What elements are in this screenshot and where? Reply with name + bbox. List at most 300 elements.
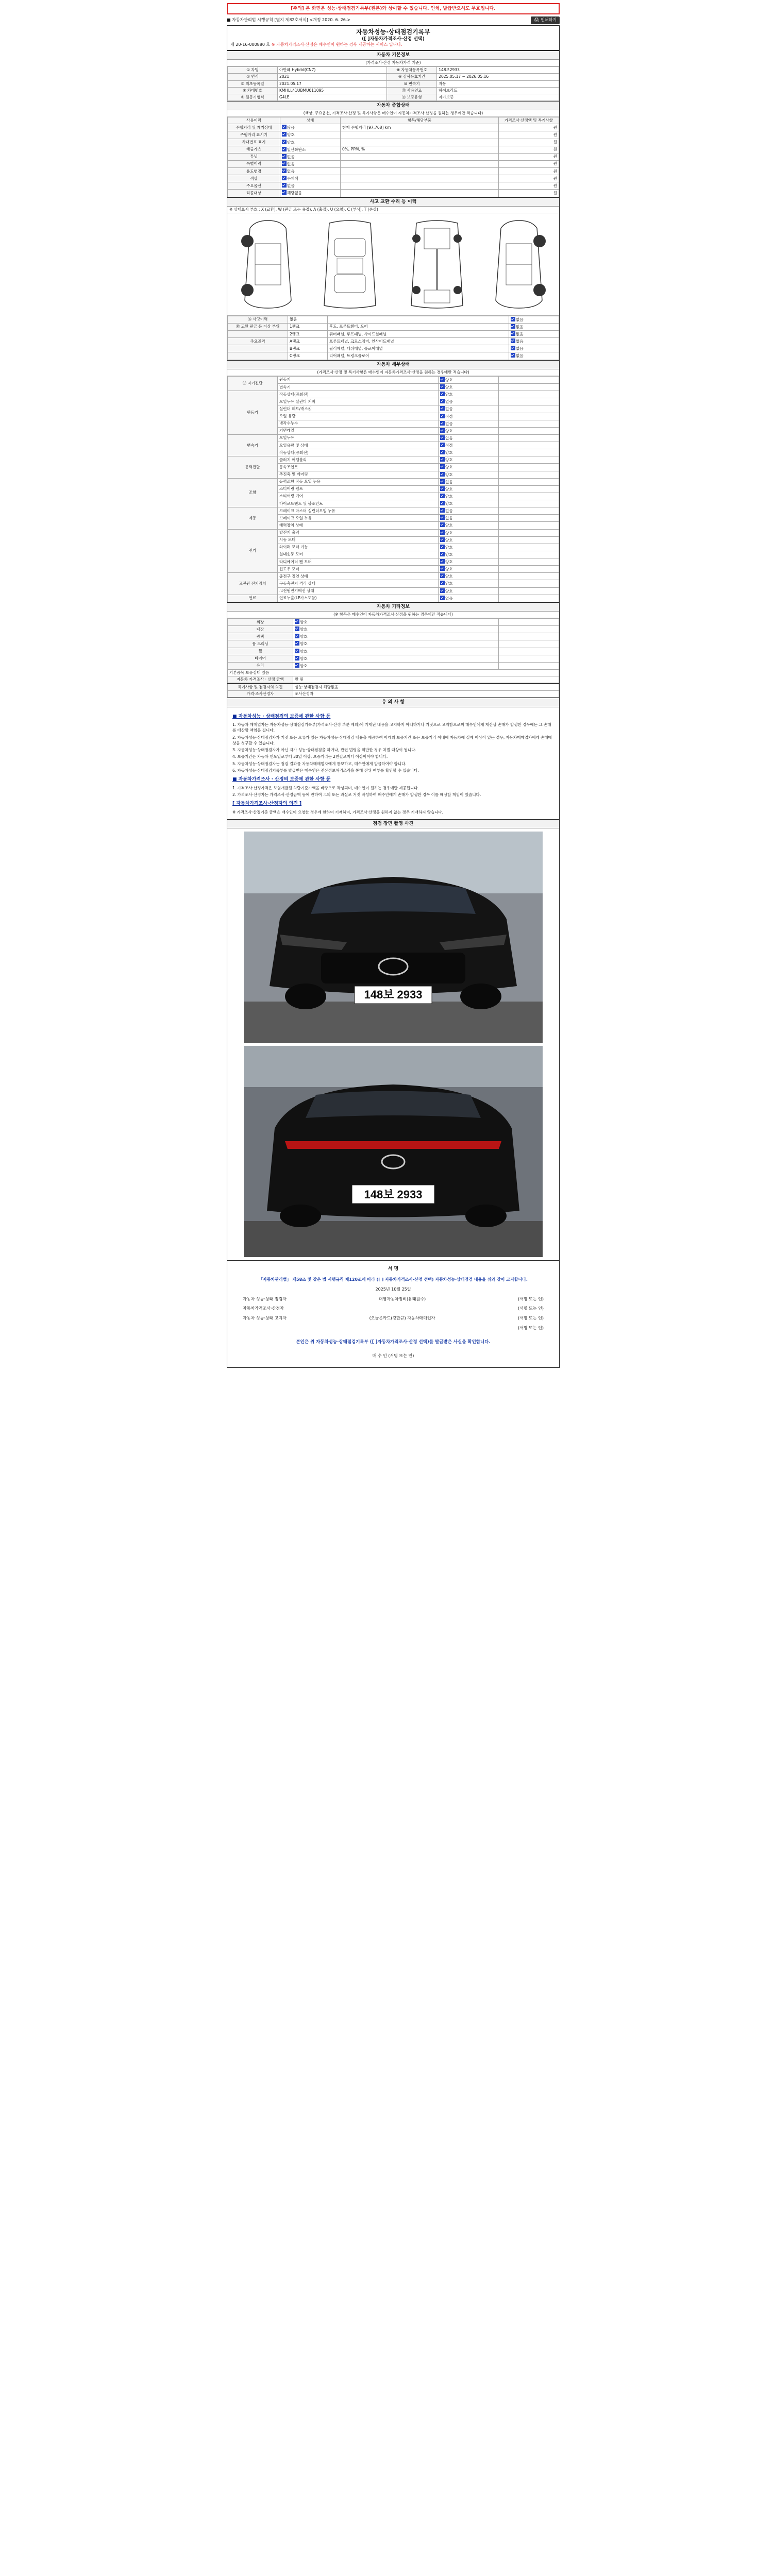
detail-state [439,420,499,427]
detail-row [228,522,559,529]
etc-label: 내장 [228,626,293,633]
accident-head: 사고 교환 수리 등 이력 [227,198,559,207]
car-side-right-icon [485,218,552,311]
accident-parts: 리어패널, 트렁크플로어 [328,352,509,360]
status-sub: (색상, 주요옵션, 가격조사·산정 및 특기사항은 매수인이 자동차가격조사·산정을 원하는 경우에만 적습니다) [227,110,559,117]
etc-state [293,648,499,655]
signature-date: 2025년 10월 25일 [375,1286,411,1292]
signature-section [227,1260,559,1367]
detail-state-label: 없음 [445,399,453,404]
status-state [280,182,341,190]
print-button[interactable]: 🖨 인쇄하기 [531,16,560,24]
detail-price [499,427,559,434]
detail-checkbox [440,494,445,498]
basic-value: 하이브리드 [437,87,559,94]
status-checkbox [282,183,287,188]
notes-paragraph-3: ※ 가격조사·산정기준 금액은 매수인이 요청한 경우에 한하여 기재하며, 가격조사·산정을 원하지 않는 경우 기재하지 않습니다. [232,809,444,815]
accident-parts: 후드, 프론트휀더, 도어 [328,323,509,330]
detail-state-label: 양호 [445,560,453,564]
detail-checkbox [440,377,445,382]
detail-row [228,391,559,398]
notes-section [227,698,559,819]
signature-head: 서 명 [388,1266,399,1272]
notes-head: 유 의 사 항 [227,698,559,707]
detail-state [439,449,499,456]
status-row [228,124,559,131]
accident-state-label: 없음 [516,317,524,322]
accident-rank: 없음 [288,316,328,323]
status-state-label: 무채색 [287,176,298,181]
accident-label: 주요골격 [228,338,288,345]
status-label: 주요옵션 [228,182,280,190]
detail-row [228,405,559,413]
detail-item: 커먼레일 [278,427,439,434]
detail-state-label: 양호 [445,574,453,579]
notes-paragraph: 6. 자동차성능·상태점검기록부를 발급받은 매수인은 전산정보처리조직을 통해 진위 여부를 확인할 수 있습니다. [232,768,419,773]
form-reference: ■ 자동차관리법 시행규칙 [별지 제82호서식] <개정 2020. 6. 26.> [227,18,351,23]
etc-price [499,662,559,669]
detail-state [439,522,499,529]
signature-cell: (서명 또는 인) [518,1326,544,1331]
detail-price [499,515,559,522]
etc-state-label: 양호 [300,620,308,625]
status-section [227,101,559,197]
etc-checkbox [295,619,299,624]
accident-label: ⑯ 교환 판금 등 이상 부위 [228,323,288,330]
status-state-label: 해당없음 [287,191,302,196]
status-price: 원 [499,175,559,182]
front-plate-text: 148보 2933 [364,988,423,1001]
status-col-header: 가격조사·산정액 및 특기사항 [499,117,559,124]
detail-state [439,405,499,413]
special-value-2: 조사산정자 [293,691,559,698]
detail-checkbox [440,552,445,556]
detail-price [499,507,559,515]
detail-group: 원동기 [228,391,278,435]
basic-info-section [227,50,559,101]
detail-state [439,442,499,449]
detail-state-label: 양호 [445,581,453,586]
accident-parts [328,316,509,323]
detail-state-label: 없음 [445,435,453,440]
notes-paragraph: 2. 자동차성능·상태점검자가 거짓 또는 오류가 있는 자동차성능·상태점검 내용을 제공하여 아래의 보증기간 또는 보증거리 이내에 자동차에 실제 이상이 있는 경우, 자동차매매업자에게 손해배상을 청구할 수 있습니다. [232,735,552,745]
detail-state [439,471,499,478]
accident-row [228,345,559,352]
detail-state-label: 양호 [445,377,453,382]
detail-item: 라디에이터 팬 모터 [278,558,439,566]
detail-checkbox [440,450,445,454]
signature-cell: 자동차 성능·상태 점검자 [243,1296,287,1301]
detail-state [439,427,499,434]
etc-checkbox [295,634,299,638]
detail-row [228,485,559,493]
signature-cell: (오늘은카드(강한규) 자동차매매업자 [369,1316,435,1321]
basic-value: KMHLL41UBMU011095 [278,87,387,94]
detail-checkbox [440,472,445,477]
detail-state [439,376,499,383]
basic-label: ⑧ 자동차등록번호 [387,67,437,74]
detail-price [499,493,559,500]
status-state-label: 없음 [287,154,295,159]
detail-state [439,464,499,471]
etc-checkbox [295,649,299,653]
status-state [280,175,341,182]
signature-cell: (서명 또는 인) [518,1296,544,1301]
detail-row [228,478,559,485]
detail-checkbox [440,384,445,389]
detail-row [228,471,559,478]
detail-checkbox [440,406,445,411]
detail-row [228,558,559,566]
status-price: 원 [499,182,559,190]
status-state [280,139,341,146]
status-state-label: 양호 [287,140,295,145]
etc-table [227,618,559,683]
doc-subtitle: ([ ]자동차가격조사·산정 선택) [362,37,425,42]
etc-state [293,626,499,633]
detail-row [228,536,559,544]
etc-row [228,626,559,633]
status-item: 현재 주행거리 [97,768] km [341,124,499,131]
status-state-label: 양호 [287,132,295,138]
etc-label: 유리 [228,662,293,669]
detail-state-label: 양호 [445,472,453,477]
detail-row [228,456,559,464]
doc-number: 제 20-16-000880 호 [230,42,271,47]
status-row [228,168,559,175]
detail-checkbox [440,566,445,571]
status-item [341,131,499,139]
accident-state-label: 없음 [516,346,524,351]
status-checkbox [282,132,287,137]
status-state-label: 없음 [287,169,295,174]
detail-price [499,376,559,383]
detail-row [228,420,559,427]
basic-label: ② 연식 [228,74,278,80]
status-price: 원 [499,124,559,131]
accident-row [228,316,559,323]
detail-item: 스티어링 펌프 [278,485,439,493]
etc-sub: (※ 항목은 매수인이 자동차가격조사·산정을 원하는 경우에만 적습니다) [227,612,559,618]
basic-value: 아반떼 Hybrid(CN7) [278,67,387,74]
detail-item: 연료누출(LP가스포함) [278,595,439,602]
etc-state-label: 양호 [300,641,308,647]
status-state-label: 많음 [287,125,295,130]
detail-state-label: 양호 [445,428,453,433]
basic-label: ⑪ 사용연료 [387,87,437,94]
detail-state-label: 양호 [445,486,453,492]
detail-checkbox [440,559,445,564]
detail-price [499,434,559,442]
special-label-2: 가격·조사산정자 [228,691,293,698]
status-row [228,131,559,139]
status-state-label: 없음 [287,161,295,166]
etc-row [228,633,559,640]
detail-price [499,456,559,464]
detail-state [439,536,499,544]
accident-note: ※ 상태표시 부호 : X (교환), W (판금 또는 용접), A (흠집), U (요철), C (부식), T (손상) [227,207,559,213]
detail-group: 고전원 전기장치 [228,573,278,595]
notes-paragraph: 2. 가격조사·산정자는 가격조사·산정금액 등에 관하여 고의 또는 과실로 거짓 작성하여 매수인에게 손해가 발생한 경우 이를 배상할 책임이 있습니다. [232,792,481,797]
special-value-1: 성능·상태점검자 해당없음 [293,684,559,691]
status-item [341,153,499,160]
status-item [341,139,499,146]
detail-price [499,529,559,536]
etc-checkbox [295,641,299,646]
detail-item: 브레이크 오일 누유 [278,515,439,522]
accident-rank: 2랭크 [288,331,328,338]
status-item [341,182,499,190]
detail-price [499,413,559,420]
accident-parts: 필러패널, 대쉬패널, 플로어패널 [328,345,509,352]
detail-state-label: 양호 [445,537,453,543]
detail-price [499,464,559,471]
notes-paragraph: 4. 보증기간은 자동차 인도일로부터 30일 이상, 보증거리는 2천킬로미터 이상이어야 합니다. [232,754,388,759]
status-row [228,175,559,182]
top-line [227,16,560,24]
notes-heading-2: ■ 자동차가격조사 · 산정의 보증에 관한 사항 등 [232,777,331,783]
basic-row [228,67,559,74]
status-item [341,160,499,167]
basic-value: 자가보증 [437,94,559,100]
status-price: 원 [499,146,559,153]
basic-info-head: 자동차 기본정보 [227,51,559,60]
status-checkbox [282,190,287,195]
car-top-icon [311,218,389,311]
detail-item: 등속조인트 [278,464,439,471]
detail-row [228,464,559,471]
detail-row [228,398,559,405]
print-label: 인쇄하기 [541,18,557,23]
accident-row [228,323,559,330]
detail-state [439,485,499,493]
car-bottom-icon [398,218,476,311]
detail-price [499,580,559,587]
accident-table [227,316,559,360]
detail-state-label: 없음 [445,406,453,412]
detail-price [499,398,559,405]
status-item [341,175,499,182]
detail-state-label: 양호 [445,545,453,550]
detail-checkbox [440,596,445,600]
detail-state [439,456,499,464]
status-row [228,182,559,190]
detail-item: 작동상태(공회전) [278,449,439,456]
detail-price [499,544,559,551]
etc-state-label: 양호 [300,656,308,661]
detail-state-label: 양호 [445,567,453,572]
notes-heading-1: ■ 자동차성능 · 상태점검의 보증에 관한 사항 등 [232,714,331,719]
detail-item: 브레이크 마스터 실린더오일 누유 [278,507,439,515]
notes-paragraph: 1. 자동차 매매업자는 자동차성능·상태점검기록부(가격조사·산정 부분 제외)에 기재된 내용을 고지하지 아니하거나 거짓으로 고지함으로써 매수인에게 재산상 손해가 발생한 경우에는 그 손해를 배상할 책임을 집니다. [232,722,551,733]
rear-plate-text: 148보 2933 [364,1188,423,1201]
status-col-header: 상태 [280,117,341,124]
status-row [228,146,559,153]
etc-price [499,640,559,648]
accident-state-label: 없음 [516,324,524,329]
etc-price [499,655,559,662]
detail-state-label: 양호 [445,457,453,463]
detail-checkbox [440,486,445,491]
status-item [341,168,499,175]
etc-head: 자동차 기타정보 [227,603,559,612]
document [227,0,560,1368]
etc-state [293,619,499,626]
detail-item: 구동축전지 격리 상태 [278,580,439,587]
detail-state [439,398,499,405]
detail-item: 오일누유 실린더 커버 [278,398,439,405]
status-state [280,190,341,197]
detail-state-label: 없음 [445,421,453,426]
status-checkbox [282,125,287,129]
detail-item: 스티어링 기어 [278,493,439,500]
detail-state [439,551,499,558]
notes-heading-3: [ 자동차가격조사·산정자의 의견 ] [232,801,302,807]
detail-state-label: 양호 [445,494,453,499]
accident-label [228,331,288,338]
detail-group: 연료 [228,595,278,602]
basic-label: ⑫ 보증유형 [387,94,437,100]
accident-rank: C랭크 [288,352,328,360]
status-state-label: 일산화탄소 [287,147,306,152]
status-checkbox [282,176,287,180]
accident-checkbox [511,338,515,343]
accident-parts: 쿼터패널, 루프패널, 사이드실패널 [328,331,509,338]
etc-row [228,655,559,662]
etc-checkbox [295,626,299,631]
etc-state-label: 양호 [300,663,308,668]
status-label: 배출가스 [228,146,280,153]
detail-checkbox [440,573,445,578]
details-section [227,360,559,602]
accident-state-label: 없음 [516,353,524,359]
photos-section [227,819,559,1257]
detail-checkbox [440,581,445,585]
detail-row [228,376,559,383]
detail-price [499,420,559,427]
details-sub: (가격조사·산정 및 특기사항은 매수인이 자동차가격조사·산정을 원하는 경우에만 적습니다) [227,369,559,376]
status-price: 원 [499,168,559,175]
detail-item: 고전원전기배선 상태 [278,587,439,595]
detail-group: 동력전달 [228,456,278,478]
detail-price [499,405,559,413]
detail-state [439,515,499,522]
detail-checkbox [440,435,445,440]
signature-cell: 자동차가격조사·산정자 [243,1306,284,1311]
accident-rank: B랭크 [288,345,328,352]
etc-state [293,662,499,669]
detail-state [439,384,499,391]
accident-label [228,352,288,360]
detail-state [439,507,499,515]
basic-label: ⑤ 원동기형식 [228,94,278,100]
detail-checkbox [440,392,445,396]
detail-item: 오일 유량 [278,413,439,420]
basic-value: G4LE [278,94,387,100]
basic-label: ④ 차대번호 [228,87,278,94]
etc-row [228,640,559,648]
basic-label: ① 차명 [228,67,278,74]
detail-item: 변속기 [278,384,439,391]
status-label: 튜닝 [228,153,280,160]
special-section [227,683,559,698]
status-state-label: 없음 [287,183,295,189]
status-label: 색상 [228,175,280,182]
detail-checkbox [440,464,445,469]
signature-row [243,1306,544,1312]
detail-item: 실내송풍 모터 [278,551,439,558]
detail-checkbox [440,530,445,535]
accident-section [227,197,559,360]
detail-group: ⑰ 자기진단 [228,376,278,391]
detail-state-label: 양호 [445,392,453,397]
detail-price [499,500,559,507]
etc-label: 룸 크리닝 [228,640,293,648]
detail-state [439,573,499,580]
detail-row [228,493,559,500]
detail-state-label: 양호 [445,530,453,535]
detail-item: 윈도우 모터 [278,566,439,573]
detail-group: 조향 [228,478,278,507]
detail-row [228,442,559,449]
detail-state-label: 양호 [445,385,453,389]
details-head: 자동차 세부상태 [227,361,559,369]
status-state [280,146,341,153]
accident-state-label: 없음 [516,339,524,344]
status-item: 0%, PPM, % [341,146,499,153]
doc-title: 자동차성능·상태점검기록부 [356,28,430,36]
accident-state [509,316,559,323]
accident-state [509,323,559,330]
detail-state [439,558,499,566]
status-price: 원 [499,131,559,139]
basic-value: 2021.05.17 [278,80,387,87]
detail-item: 냉각수누수 [278,420,439,427]
status-table [227,117,559,197]
signature-row [243,1326,544,1331]
status-state [280,168,341,175]
detail-state [439,500,499,507]
signature-cell: 대영자동차정비(유태원주) [378,1296,426,1301]
status-price: 원 [499,190,559,197]
status-state [280,153,341,160]
detail-state-label: 양호 [445,552,453,557]
status-checkbox [282,140,287,144]
status-row [228,160,559,167]
status-row [228,190,559,197]
detail-row [228,587,559,595]
status-row [228,153,559,160]
car-side-left-icon [234,218,301,311]
detail-price [499,391,559,398]
etc-section [227,602,559,683]
detail-price [499,478,559,485]
etc-label: 광택 [228,633,293,640]
detail-checkbox [440,479,445,484]
detail-row [228,580,559,587]
detail-item: 발전기 출력 [278,529,439,536]
status-item [341,190,499,197]
detail-row [228,515,559,522]
detail-row [228,449,559,456]
detail-price [499,558,559,566]
detail-state [439,391,499,398]
etc-label: 타이어 [228,655,293,662]
detail-row [228,413,559,420]
details-table [227,376,559,602]
accident-row [228,338,559,345]
detail-item: 시동 모터 [278,536,439,544]
